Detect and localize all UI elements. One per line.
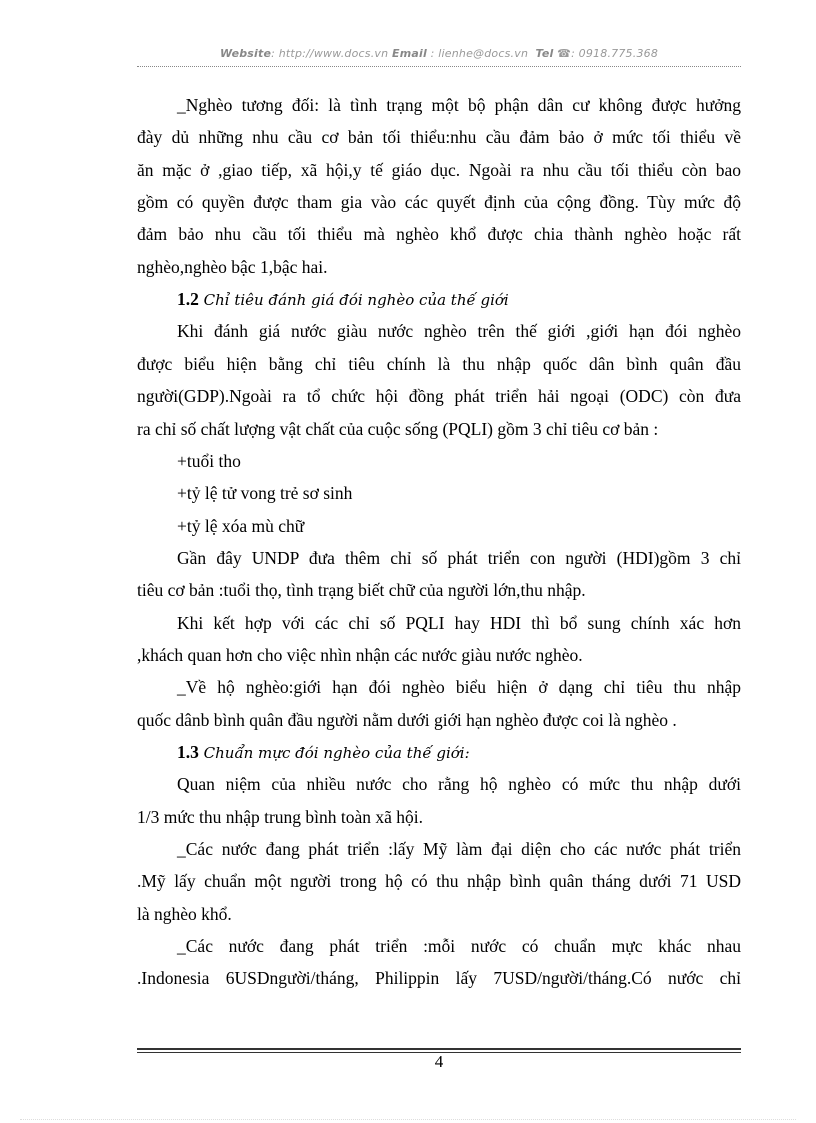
section-heading <box>177 288 741 311</box>
text-line: là nghèo khổ. <box>137 903 232 924</box>
text-line: tiêu cơ bản :tuổi thọ, tình trạng biết chữ của người lớn,thu nhập. <box>137 580 586 601</box>
text-line: _Các nước đang phát triển :lấy Mỹ làm đại diện cho các nước phát triển <box>177 839 741 860</box>
tel-label: Tel <box>535 47 554 60</box>
text-line: .Mỹ lấy chuẩn một người trong hộ có thu nhập bình quân tháng dưới 71 USD <box>137 871 741 892</box>
text-line: +tuổi tho <box>177 450 241 471</box>
text-line: 1/3 mức thu nhập trung bình toàn xã hội. <box>137 806 424 827</box>
text-line: _Về hộ nghèo:giới hạn đói nghèo biểu hiện ở dạng chỉ tiêu thu nhập <box>177 677 741 698</box>
section-heading <box>177 741 741 764</box>
text-line: gồm có quyền được tham gia vào các quyết định của cộng đồng. Tùy mức độ <box>137 192 741 213</box>
email-value: : lienhe@docs.vn <box>426 47 529 60</box>
footer-divider <box>137 1048 741 1050</box>
text-line: _Nghèo tương đối: là tình trạng một bộ phận dân cư không được hưởng <box>177 95 741 115</box>
phone-icon: ☎ <box>557 47 572 60</box>
website-label: Website <box>219 47 272 60</box>
text-line: Quan niệm của nhiều nước cho rằng hộ nghèo có mức thu nhập dưới <box>177 774 741 795</box>
header-divider <box>137 66 741 67</box>
page-edge <box>20 1119 796 1120</box>
tel-value: : 0918.775.368 <box>571 47 659 60</box>
text-line: _Các nước đang phát triển :mỗi nước có chuẩn mực khác nhau <box>177 936 741 957</box>
text-line: được biểu hiện bằng chỉ tiêu chính là thu nhập quốc dân bình quân đầu <box>137 353 741 374</box>
text-line: ,khách quan hơn cho việc nhìn nhận các nước giàu nước nghèo. <box>137 644 583 665</box>
text-line: nghèo,nghèo bậc 1,bậc hai. <box>137 256 328 277</box>
page-number: 4 <box>434 1052 444 1071</box>
text-line: đày dủ những nhu cầu cơ bản tối thiểu:nhu cầu đảm bảo ở mức tối thiểu về <box>137 127 741 148</box>
text-line: đảm bảo nhu cầu tối thiểu mà nghèo khổ được chia thành nghèo hoặc rất <box>137 224 741 245</box>
text-line: .Indonesia 6USDngười/tháng, Philippin lấy 7USD/người/tháng.Có nước chỉ <box>137 968 741 989</box>
text-line: người(GDP).Ngoài ra tổ chức hội đồng phát triển hải ngoại (ODC) còn đưa <box>137 386 741 407</box>
heading-title: Chỉ tiêu đánh giá đói nghèo của thế giới <box>198 291 509 310</box>
text-line: +tỷ lệ xóa mù chữ <box>177 515 305 536</box>
text-line: quốc dânb bình quân đầu người nằm dưới giới hạn nghèo được coi là nghèo . <box>137 709 677 730</box>
website-value: : http://www.docs.vn <box>271 47 389 60</box>
heading-title: Chuẩn mực đói nghèo của thế giới: <box>198 744 470 762</box>
text-line: +tỷ lệ tử vong trẻ sơ sinh <box>177 483 353 504</box>
page-header <box>137 47 741 60</box>
email-label: Email <box>392 47 427 60</box>
text-line: Khi đánh giá nước giàu nước nghèo trên thế giới ,giới hạn đói nghèo <box>177 321 741 342</box>
text-line: ra chỉ số chất lượng vật chất của cuộc sống (PQLI) gồm 3 chỉ tiêu cơ bản : <box>137 418 659 439</box>
text-line: Gần đây UNDP đưa thêm chỉ số phát triển con người (HDI)gồm 3 chỉ <box>177 547 741 568</box>
text-line: ăn mặc ở ,giao tiếp, xã hội,y tế giáo dục. Ngoài ra nhu cầu tối thiểu còn bao <box>137 159 741 180</box>
heading-number: 1.3 <box>177 742 199 762</box>
heading-number: 1.2 <box>177 289 199 310</box>
text-line: Khi kết hợp với các chỉ số PQLI hay HDI thì bổ sung chính xác hơn <box>177 612 741 633</box>
